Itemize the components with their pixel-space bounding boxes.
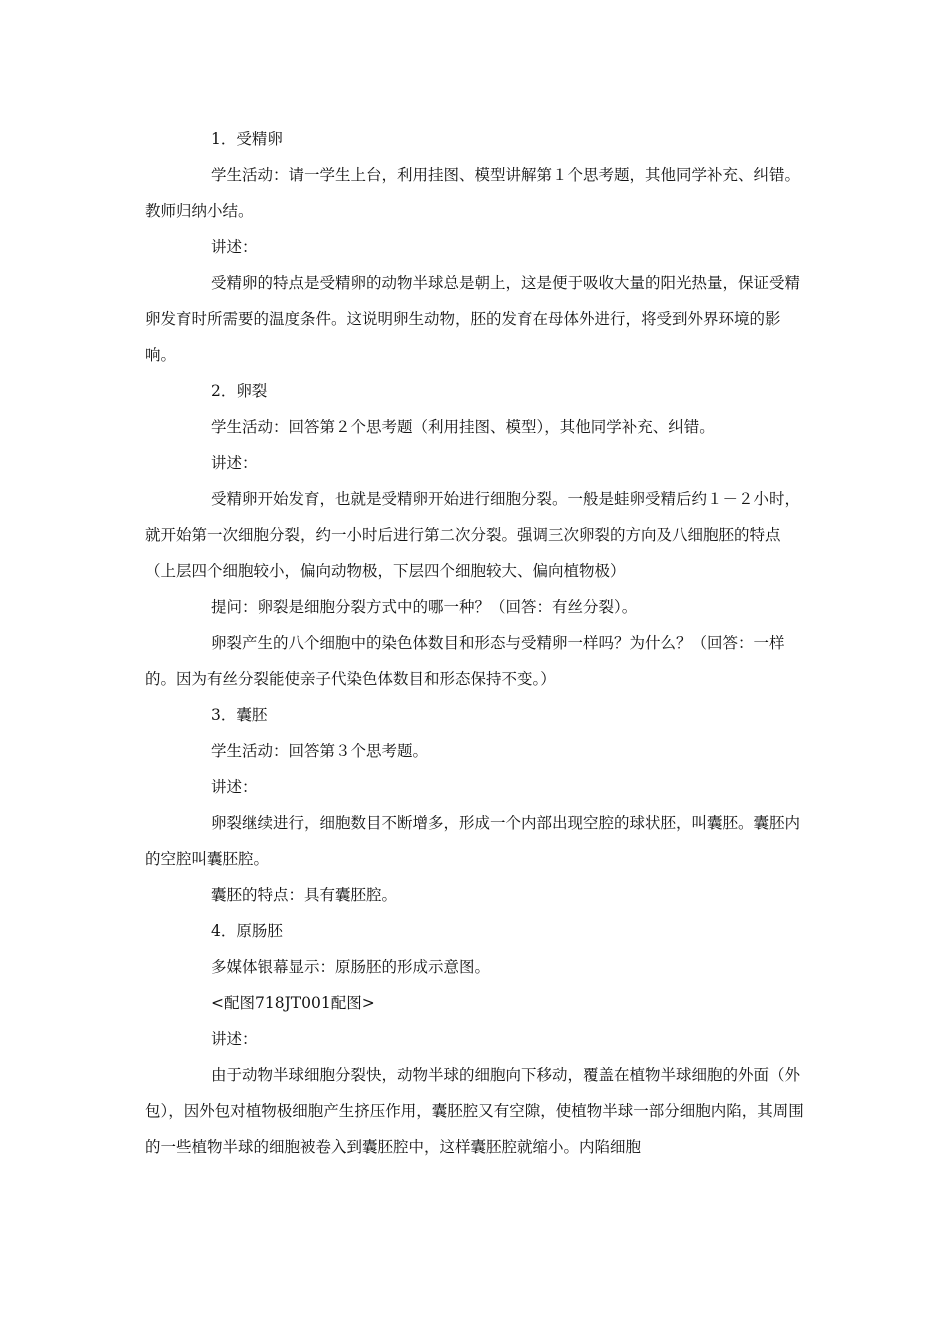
heading-gastrula: 4．原肠胚: [211, 922, 283, 940]
paragraph-cleavage-description: 受精卵开始发育，也就是受精卵开始进行细胞分裂。一般是蛙卵受精后约１－２小时，就开始第一次细胞分裂，约一小时后进行第二次分裂。强调三次卵裂的方向及八细胞胚的特点（上层四个细胞较小，偏向动物极，下层四个细胞较大、偏向植物极）: [145, 490, 801, 580]
paragraph-lecture-label-1: 讲述：: [211, 238, 258, 256]
paragraph-gastrula-description: 由于动物半球细胞分裂快，动物半球的细胞向下移动，覆盖在植物半球细胞的外面（外包），因外包对植物极细胞产生挤压作用，囊胚腔又有空隙，使植物半球一部分细胞内陷，其周围的一些植物半球的细胞被卷入到囊胚腔中，这样囊胚腔就缩小。内陷细胞: [145, 1066, 804, 1156]
paragraph-lecture-label-2: 讲述：: [211, 454, 258, 472]
paragraph-multimedia-display: 多媒体银幕显示：原肠胚的形成示意图。: [211, 958, 491, 976]
paragraph-blastula-features: 囊胚的特点：具有囊胚腔。: [211, 886, 398, 904]
heading-blastula: 3．囊胚: [211, 706, 268, 724]
paragraph-question-mitosis: 提问：卵裂是细胞分裂方式中的哪一种？（回答：有丝分裂）。: [211, 598, 638, 616]
heading-fertilized-egg: 1．受精卵: [211, 130, 283, 148]
paragraph-lecture-label-3: 讲述：: [211, 778, 258, 796]
paragraph-student-activity-2: 学生活动：回答第２个思考题（利用挂图、模型），其他同学补充、纠错。: [211, 418, 715, 436]
document-body: [145, 121, 805, 1165]
paragraph-question-chromosomes: 卵裂产生的八个细胞中的染色体数目和形态与受精卵一样吗？为什么？（回答：一样的。因为有丝分裂能使亲子代染色体数目和形态保持不变。）: [145, 634, 785, 688]
paragraph-lecture-label-4: 讲述：: [211, 1030, 258, 1048]
paragraph-blastula-description: 卵裂继续进行，细胞数目不断增多，形成一个内部出现空腔的球状胚，叫囊胚。囊胚内的空腔叫囊胚腔。: [145, 814, 801, 868]
paragraph-fertilized-egg-features: 受精卵的特点是受精卵的动物半球总是朝上，这是便于吸收大量的阳光热量，保证受精卵发育时所需要的温度条件。这说明卵生动物，胚的发育在母体外进行，将受到外界环境的影响。: [145, 274, 801, 364]
heading-cleavage: 2．卵裂: [211, 382, 268, 400]
paragraph-student-activity-1: 学生活动：请一学生上台，利用挂图、模型讲解第１个思考题，其他同学补充、纠错。教师归纳小结。: [145, 166, 801, 220]
paragraph-figure-placeholder: <配图718JT001配图>: [211, 994, 375, 1012]
paragraph-student-activity-3: 学生活动：回答第３个思考题。: [211, 742, 429, 760]
